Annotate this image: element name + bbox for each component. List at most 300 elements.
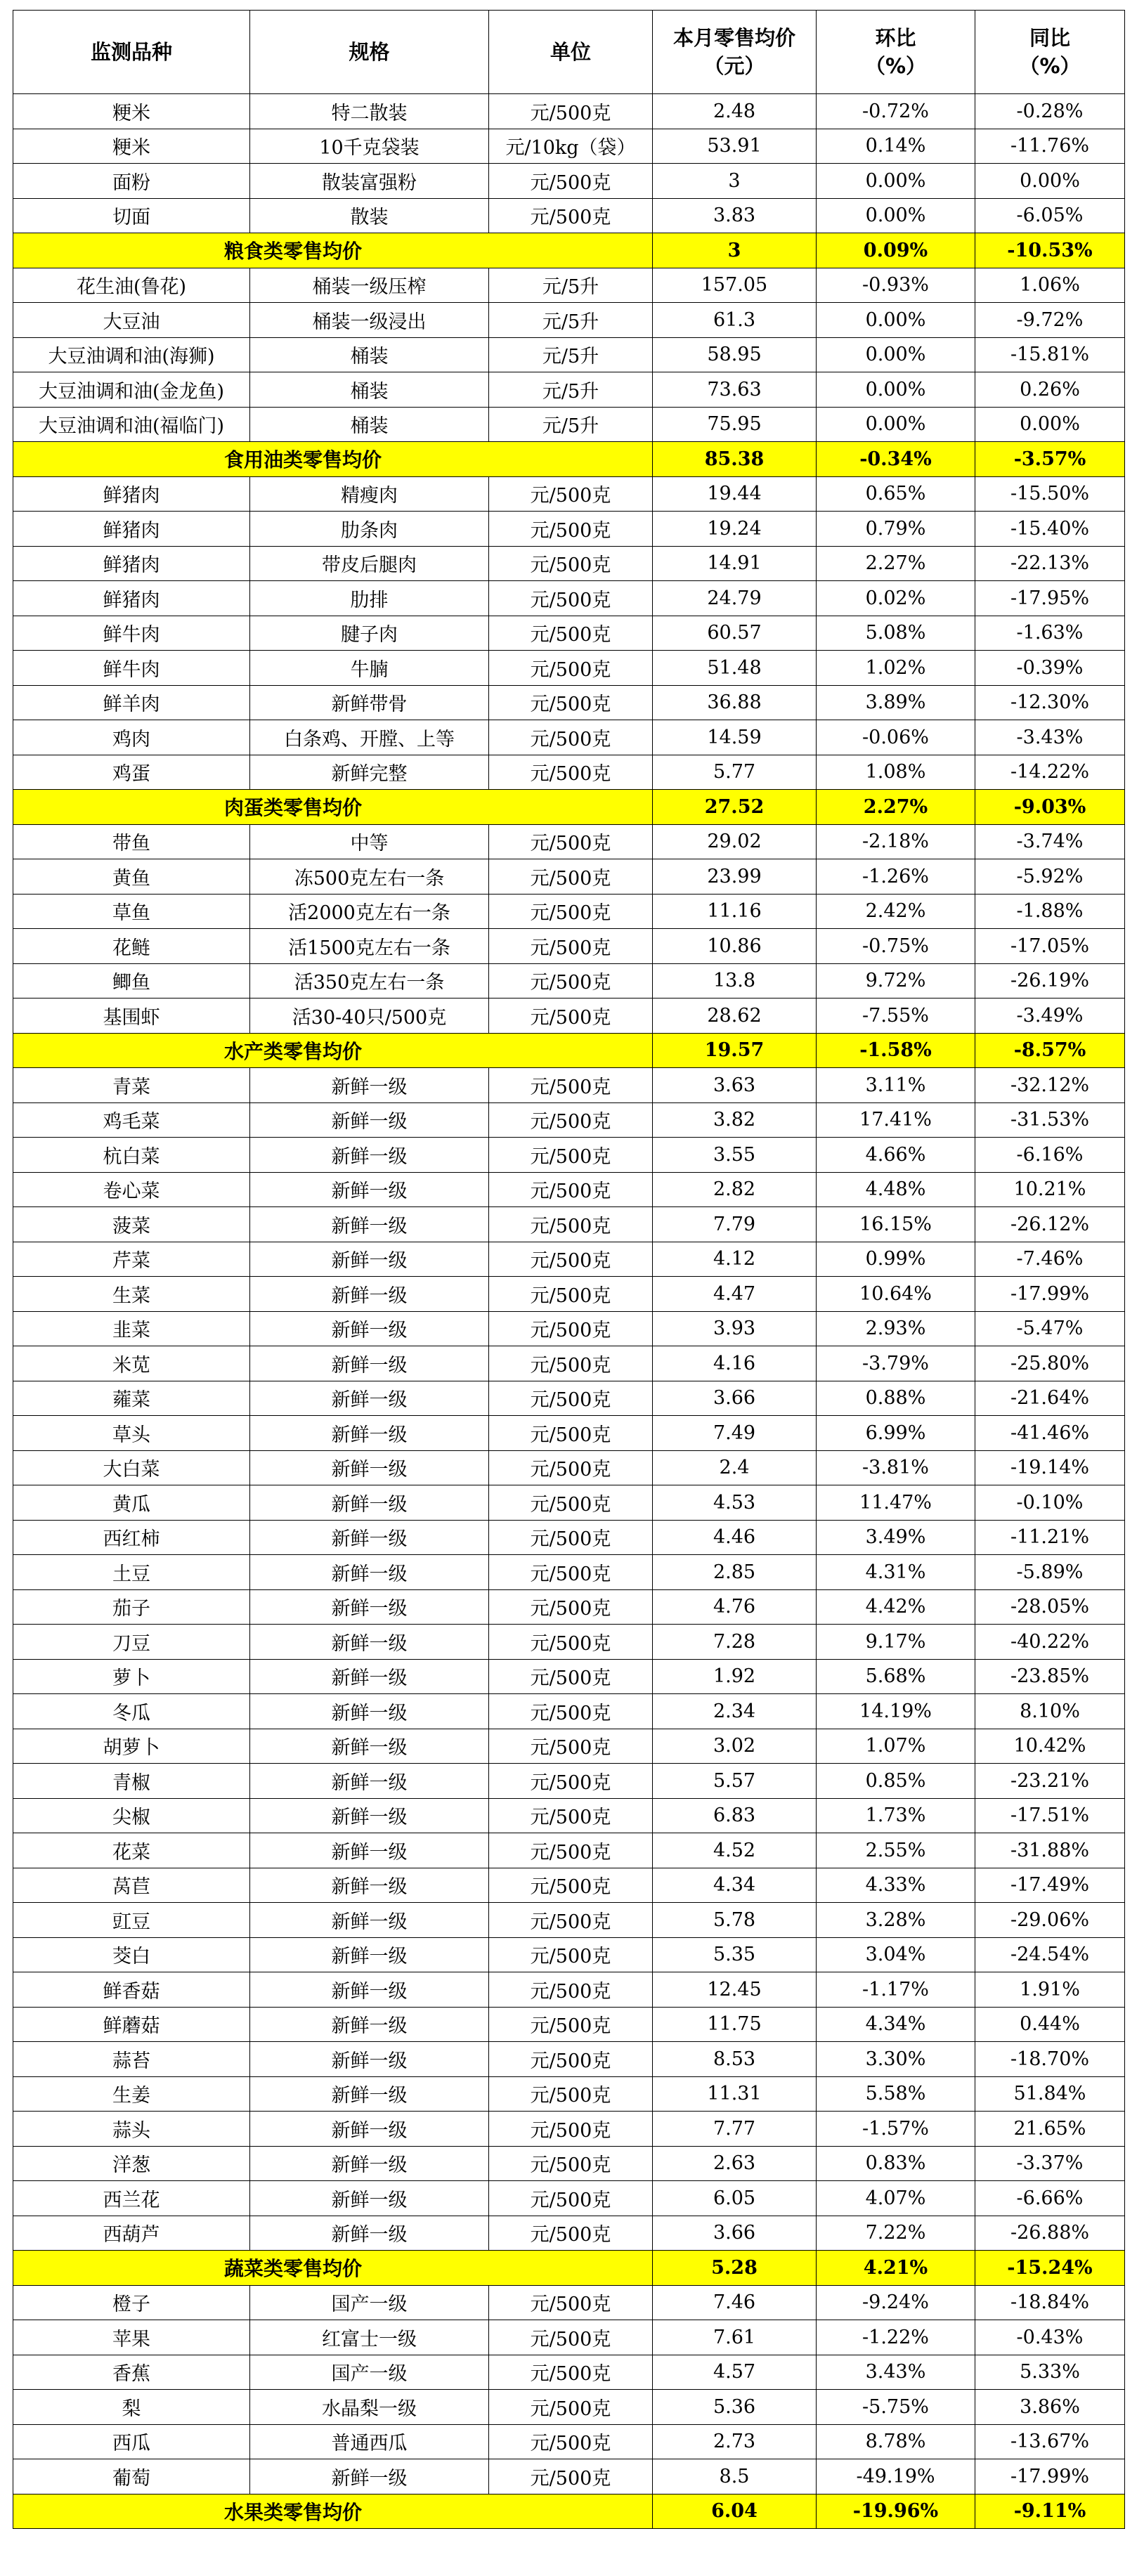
table-row [13, 2390, 1125, 2425]
cell-spec: 新鲜一级 [250, 1068, 489, 1103]
cell-yoy: -6.16% [975, 1138, 1125, 1173]
cell-unit: 元/500克 [489, 1485, 653, 1521]
table-row [13, 755, 1125, 790]
cell-mom: 4.34% [817, 2007, 975, 2042]
cell-unit: 元/500克 [489, 1625, 653, 1660]
cell-mom: 3.30% [817, 2042, 975, 2077]
cell-spec: 中等 [250, 824, 489, 859]
cell-variety: 蒜头 [13, 2112, 250, 2147]
cell-yoy: -17.99% [975, 2459, 1125, 2494]
cell-mom: -0.93% [817, 268, 975, 303]
summary-yoy: -8.57% [975, 1033, 1125, 1068]
cell-unit: 元/500克 [489, 94, 653, 129]
cell-spec: 新鲜一级 [250, 1659, 489, 1694]
table-row [13, 546, 1125, 581]
cell-unit: 元/500克 [489, 2042, 653, 2077]
cell-spec: 散装富强粉 [250, 164, 489, 199]
cell-spec: 新鲜一级 [250, 1172, 489, 1207]
cell-unit: 元/500克 [489, 651, 653, 686]
cell-unit: 元/5升 [489, 303, 653, 338]
cell-variety: 鲜牛肉 [13, 616, 250, 651]
table-row [13, 1937, 1125, 1972]
cell-yoy: -1.63% [975, 616, 1125, 651]
cell-variety: 大豆油调和油(福临门) [13, 407, 250, 442]
cell-yoy: -40.22% [975, 1625, 1125, 1660]
cell-variety: 基围虾 [13, 998, 250, 1034]
cell-price: 75.95 [653, 407, 817, 442]
cell-yoy: -24.54% [975, 1937, 1125, 1972]
category-summary-row [13, 1033, 1125, 1068]
table-row [13, 1068, 1125, 1103]
summary-label: 水果类零售均价 [13, 2494, 653, 2529]
cell-spec: 新鲜带骨 [250, 685, 489, 720]
cell-variety: 杭白菜 [13, 1138, 250, 1173]
cell-mom: 2.42% [817, 894, 975, 929]
header-variety [13, 11, 250, 94]
cell-yoy: -23.85% [975, 1659, 1125, 1694]
cell-mom: 3.89% [817, 685, 975, 720]
cell-variety: 卷心菜 [13, 1172, 250, 1207]
cell-unit: 元/5升 [489, 407, 653, 442]
cell-unit: 元/500克 [489, 2007, 653, 2042]
table-row [13, 1242, 1125, 1277]
cell-variety: 粳米 [13, 94, 250, 129]
table-row [13, 372, 1125, 408]
cell-unit: 元/500克 [489, 1903, 653, 1938]
table-row [13, 337, 1125, 372]
cell-spec: 新鲜一级 [250, 1416, 489, 1451]
table-row [13, 1694, 1125, 1729]
cell-yoy: -3.43% [975, 720, 1125, 755]
cell-yoy: -0.28% [975, 94, 1125, 129]
cell-spec: 新鲜一级 [250, 1138, 489, 1173]
table-row [13, 651, 1125, 686]
cell-price: 1.92 [653, 1659, 817, 1694]
summary-label: 食用油类零售均价 [13, 442, 653, 477]
summary-yoy: -9.03% [975, 790, 1125, 825]
cell-spec: 散装 [250, 198, 489, 233]
cell-mom: 0.14% [817, 129, 975, 164]
cell-variety: 韭菜 [13, 1311, 250, 1346]
cell-price: 4.47 [653, 1277, 817, 1312]
cell-price: 3.66 [653, 1381, 817, 1416]
table-row [13, 1659, 1125, 1694]
cell-unit: 元/500克 [489, 1068, 653, 1103]
cell-mom: -7.55% [817, 998, 975, 1034]
cell-price: 2.34 [653, 1694, 817, 1729]
cell-yoy: -28.05% [975, 1589, 1125, 1625]
cell-yoy: -17.51% [975, 1798, 1125, 1833]
header-spec [250, 11, 489, 94]
cell-unit: 元/500克 [489, 2320, 653, 2355]
cell-unit: 元/500克 [489, 1833, 653, 1868]
cell-price: 12.45 [653, 1972, 817, 2008]
cell-unit: 元/500克 [489, 1102, 653, 1138]
cell-price: 24.79 [653, 581, 817, 616]
cell-mom: 0.00% [817, 164, 975, 199]
cell-unit: 元/500克 [489, 859, 653, 895]
cell-unit: 元/500克 [489, 1555, 653, 1590]
cell-price: 11.75 [653, 2007, 817, 2042]
cell-spec: 新鲜一级 [250, 1277, 489, 1312]
cell-yoy: -17.99% [975, 1277, 1125, 1312]
header-yoy [975, 11, 1125, 94]
cell-yoy: -29.06% [975, 1903, 1125, 1938]
cell-variety: 花鲢 [13, 929, 250, 964]
cell-yoy: -23.21% [975, 1764, 1125, 1799]
table-row [13, 1972, 1125, 2008]
cell-unit: 元/500克 [489, 1381, 653, 1416]
cell-yoy: -5.89% [975, 1555, 1125, 1590]
cell-mom: 0.83% [817, 2146, 975, 2181]
cell-variety: 洋葱 [13, 2146, 250, 2181]
summary-label: 蔬菜类零售均价 [13, 2251, 653, 2286]
category-summary-row [13, 442, 1125, 477]
cell-yoy: -15.81% [975, 337, 1125, 372]
cell-mom: 0.65% [817, 476, 975, 512]
cell-price: 7.61 [653, 2320, 817, 2355]
table-row [13, 1729, 1125, 1764]
cell-mom: 4.07% [817, 2181, 975, 2216]
cell-spec: 腱子肉 [250, 616, 489, 651]
table-row [13, 1868, 1125, 1903]
cell-spec: 水晶梨一级 [250, 2390, 489, 2425]
cell-price: 2.63 [653, 2146, 817, 2181]
summary-price: 3 [653, 233, 817, 268]
cell-spec: 普通西瓜 [250, 2424, 489, 2459]
cell-yoy: -21.64% [975, 1381, 1125, 1416]
cell-unit: 元/500克 [489, 963, 653, 998]
cell-unit: 元/500克 [489, 824, 653, 859]
cell-unit: 元/500克 [489, 929, 653, 964]
cell-price: 6.83 [653, 1798, 817, 1833]
cell-mom: -5.75% [817, 2390, 975, 2425]
cell-variety: 鲜蘑菇 [13, 2007, 250, 2042]
cell-variety: 鸡毛菜 [13, 1102, 250, 1138]
table-row [13, 2424, 1125, 2459]
cell-yoy: 10.21% [975, 1172, 1125, 1207]
table-row [13, 1450, 1125, 1485]
table-row [13, 2285, 1125, 2320]
cell-spec: 新鲜一级 [250, 2181, 489, 2216]
cell-spec: 新鲜一级 [250, 1625, 489, 1660]
cell-unit: 元/500克 [489, 1520, 653, 1555]
cell-unit: 元/500克 [489, 1416, 653, 1451]
table-row [13, 2216, 1125, 2251]
table-row [13, 1589, 1125, 1625]
cell-variety: 苹果 [13, 2320, 250, 2355]
header-price-unit: （元） [703, 54, 765, 78]
cell-unit: 元/500克 [489, 1277, 653, 1312]
cell-mom: 0.99% [817, 1242, 975, 1277]
table-row [13, 2007, 1125, 2042]
cell-mom: -49.19% [817, 2459, 975, 2494]
cell-mom: 7.22% [817, 2216, 975, 2251]
cell-yoy: 0.44% [975, 2007, 1125, 2042]
header-unit-label: 单位 [550, 40, 591, 64]
cell-mom: 0.02% [817, 581, 975, 616]
table-row [13, 1416, 1125, 1451]
table-row [13, 94, 1125, 129]
table-row [13, 303, 1125, 338]
summary-mom: -19.96% [817, 2494, 975, 2529]
cell-mom: 3.04% [817, 1937, 975, 1972]
cell-variety: 西红柿 [13, 1520, 250, 1555]
header-yoy-label: 同比 [1029, 26, 1070, 50]
cell-mom: -1.57% [817, 2112, 975, 2147]
cell-mom: -9.24% [817, 2285, 975, 2320]
cell-mom: -0.72% [817, 94, 975, 129]
table-row [13, 164, 1125, 199]
cell-unit: 元/500克 [489, 894, 653, 929]
cell-price: 5.35 [653, 1937, 817, 1972]
cell-yoy: -41.46% [975, 1416, 1125, 1451]
cell-yoy: -18.84% [975, 2285, 1125, 2320]
cell-price: 19.24 [653, 512, 817, 547]
cell-spec: 新鲜一级 [250, 1555, 489, 1590]
cell-spec: 桶装一级浸出 [250, 303, 489, 338]
cell-spec: 牛腩 [250, 651, 489, 686]
cell-variety: 胡萝卜 [13, 1729, 250, 1764]
cell-unit: 元/500克 [489, 1450, 653, 1485]
table-row [13, 1381, 1125, 1416]
cell-variety: 生姜 [13, 2076, 250, 2112]
table-row [13, 2076, 1125, 2112]
cell-variety: 鲜羊肉 [13, 685, 250, 720]
summary-yoy: -3.57% [975, 442, 1125, 477]
cell-unit: 元/500克 [489, 512, 653, 547]
cell-price: 3.93 [653, 1311, 817, 1346]
cell-variety: 莴苣 [13, 1868, 250, 1903]
cell-unit: 元/500克 [489, 2459, 653, 2494]
cell-unit: 元/500克 [489, 998, 653, 1034]
header-mom [817, 11, 975, 94]
category-summary-row [13, 233, 1125, 268]
cell-price: 4.53 [653, 1485, 817, 1521]
cell-mom: -1.22% [817, 2320, 975, 2355]
cell-yoy: 1.91% [975, 1972, 1125, 2008]
cell-yoy: 10.42% [975, 1729, 1125, 1764]
cell-mom: -3.81% [817, 1450, 975, 1485]
cell-price: 4.12 [653, 1242, 817, 1277]
cell-mom: 4.48% [817, 1172, 975, 1207]
cell-mom: 3.49% [817, 1520, 975, 1555]
cell-yoy: -0.10% [975, 1485, 1125, 1521]
cell-unit: 元/10kg（袋） [489, 129, 653, 164]
cell-unit: 元/500克 [489, 2112, 653, 2147]
cell-variety: 萝卜 [13, 1659, 250, 1694]
cell-mom: 3.11% [817, 1068, 975, 1103]
cell-unit: 元/500克 [489, 1138, 653, 1173]
cell-price: 73.63 [653, 372, 817, 408]
cell-price: 5.57 [653, 1764, 817, 1799]
cell-variety: 草鱼 [13, 894, 250, 929]
table-row [13, 268, 1125, 303]
cell-variety: 青菜 [13, 1068, 250, 1103]
cell-spec: 活350克左右一条 [250, 963, 489, 998]
cell-unit: 元/500克 [489, 755, 653, 790]
cell-unit: 元/500克 [489, 1242, 653, 1277]
cell-unit: 元/500克 [489, 1172, 653, 1207]
cell-yoy: -3.74% [975, 824, 1125, 859]
cell-variety: 黄鱼 [13, 859, 250, 895]
table-row [13, 1138, 1125, 1173]
cell-price: 3.55 [653, 1138, 817, 1173]
cell-variety: 鸡肉 [13, 720, 250, 755]
cell-yoy: -31.53% [975, 1102, 1125, 1138]
cell-price: 4.76 [653, 1589, 817, 1625]
header-spec-label: 规格 [349, 40, 390, 64]
cell-price: 14.59 [653, 720, 817, 755]
cell-mom: 0.00% [817, 372, 975, 408]
cell-price: 2.48 [653, 94, 817, 129]
table-row [13, 581, 1125, 616]
cell-price: 2.4 [653, 1450, 817, 1485]
cell-price: 36.88 [653, 685, 817, 720]
table-row [13, 2459, 1125, 2494]
cell-variety: 芹菜 [13, 1242, 250, 1277]
summary-yoy: -10.53% [975, 233, 1125, 268]
cell-mom: 2.27% [817, 546, 975, 581]
cell-variety: 切面 [13, 198, 250, 233]
cell-mom: 2.93% [817, 1311, 975, 1346]
cell-yoy: -26.88% [975, 2216, 1125, 2251]
cell-yoy: -25.80% [975, 1346, 1125, 1381]
cell-price: 11.31 [653, 2076, 817, 2112]
cell-unit: 元/500克 [489, 581, 653, 616]
table-row [13, 1207, 1125, 1242]
cell-price: 60.57 [653, 616, 817, 651]
cell-spec: 红富士一级 [250, 2320, 489, 2355]
header-mom-unit: （%） [864, 54, 927, 78]
cell-price: 4.34 [653, 1868, 817, 1903]
table-row [13, 616, 1125, 651]
cell-unit: 元/500克 [489, 2181, 653, 2216]
summary-mom: -1.58% [817, 1033, 975, 1068]
cell-spec: 新鲜一级 [250, 1346, 489, 1381]
cell-spec: 新鲜一级 [250, 1311, 489, 1346]
table-row [13, 512, 1125, 547]
cell-price: 29.02 [653, 824, 817, 859]
cell-variety: 青椒 [13, 1764, 250, 1799]
cell-variety: 黄瓜 [13, 1485, 250, 1521]
cell-mom: 0.00% [817, 407, 975, 442]
cell-price: 5.77 [653, 755, 817, 790]
cell-price: 3.82 [653, 1102, 817, 1138]
summary-mom: 4.21% [817, 2251, 975, 2286]
cell-mom: 14.19% [817, 1694, 975, 1729]
cell-unit: 元/500克 [489, 1694, 653, 1729]
category-summary-row [13, 2251, 1125, 2286]
cell-variety: 花菜 [13, 1833, 250, 1868]
cell-spec: 新鲜一级 [250, 1937, 489, 1972]
cell-variety: 面粉 [13, 164, 250, 199]
table-row [13, 998, 1125, 1034]
cell-price: 51.48 [653, 651, 817, 686]
cell-price: 7.49 [653, 1416, 817, 1451]
header-price-label: 本月零售均价 [672, 26, 795, 50]
cell-variety: 土豆 [13, 1555, 250, 1590]
table-row [13, 1311, 1125, 1346]
cell-mom: 4.42% [817, 1589, 975, 1625]
cell-variety: 鲜猪肉 [13, 512, 250, 547]
table-row [13, 929, 1125, 964]
cell-variety: 菠菜 [13, 1207, 250, 1242]
cell-mom: 1.02% [817, 651, 975, 686]
cell-spec: 桶装一级压榨 [250, 268, 489, 303]
cell-price: 2.82 [653, 1172, 817, 1207]
table-row [13, 1903, 1125, 1938]
cell-mom: 1.08% [817, 755, 975, 790]
cell-yoy: -7.46% [975, 1242, 1125, 1277]
cell-yoy: -9.72% [975, 303, 1125, 338]
cell-mom: 0.00% [817, 303, 975, 338]
cell-variety: 西葫芦 [13, 2216, 250, 2251]
cell-spec: 桶装 [250, 372, 489, 408]
cell-mom: 2.55% [817, 1833, 975, 1868]
summary-price: 5.28 [653, 2251, 817, 2286]
table-row [13, 407, 1125, 442]
cell-spec: 新鲜一级 [250, 2146, 489, 2181]
cell-yoy: -6.05% [975, 198, 1125, 233]
cell-variety: 鲜猪肉 [13, 581, 250, 616]
cell-spec: 新鲜一级 [250, 1450, 489, 1485]
table-row [13, 685, 1125, 720]
summary-label: 肉蛋类零售均价 [13, 790, 653, 825]
cell-variety: 花生油(鲁花) [13, 268, 250, 303]
cell-unit: 元/500克 [489, 2285, 653, 2320]
cell-yoy: -17.05% [975, 929, 1125, 964]
summary-price: 27.52 [653, 790, 817, 825]
cell-mom: 11.47% [817, 1485, 975, 1521]
cell-spec: 新鲜一级 [250, 1485, 489, 1521]
cell-price: 4.46 [653, 1520, 817, 1555]
category-summary-row [13, 790, 1125, 825]
cell-price: 13.8 [653, 963, 817, 998]
cell-variety: 带鱼 [13, 824, 250, 859]
cell-mom: 16.15% [817, 1207, 975, 1242]
cell-price: 19.44 [653, 476, 817, 512]
cell-unit: 元/5升 [489, 337, 653, 372]
cell-variety: 鲜猪肉 [13, 476, 250, 512]
cell-variety: 鲫鱼 [13, 963, 250, 998]
cell-mom: 4.33% [817, 1868, 975, 1903]
summary-price: 85.38 [653, 442, 817, 477]
summary-price: 19.57 [653, 1033, 817, 1068]
cell-variety: 冬瓜 [13, 1694, 250, 1729]
cell-unit: 元/500克 [489, 2390, 653, 2425]
cell-price: 4.57 [653, 2355, 817, 2390]
cell-unit: 元/500克 [489, 1798, 653, 1833]
cell-yoy: -0.43% [975, 2320, 1125, 2355]
cell-spec: 新鲜一级 [250, 2216, 489, 2251]
cell-unit: 元/500克 [489, 1937, 653, 1972]
cell-unit: 元/500克 [489, 1207, 653, 1242]
cell-yoy: -5.47% [975, 1311, 1125, 1346]
cell-variety: 大白菜 [13, 1450, 250, 1485]
cell-variety: 蒜苔 [13, 2042, 250, 2077]
cell-mom: -1.26% [817, 859, 975, 895]
cell-price: 7.46 [653, 2285, 817, 2320]
cell-mom: 4.31% [817, 1555, 975, 1590]
table-row [13, 1485, 1125, 1521]
cell-spec: 新鲜一级 [250, 1207, 489, 1242]
cell-variety: 茭白 [13, 1937, 250, 1972]
cell-price: 11.16 [653, 894, 817, 929]
cell-unit: 元/500克 [489, 1868, 653, 1903]
cell-yoy: 8.10% [975, 1694, 1125, 1729]
cell-price: 157.05 [653, 268, 817, 303]
